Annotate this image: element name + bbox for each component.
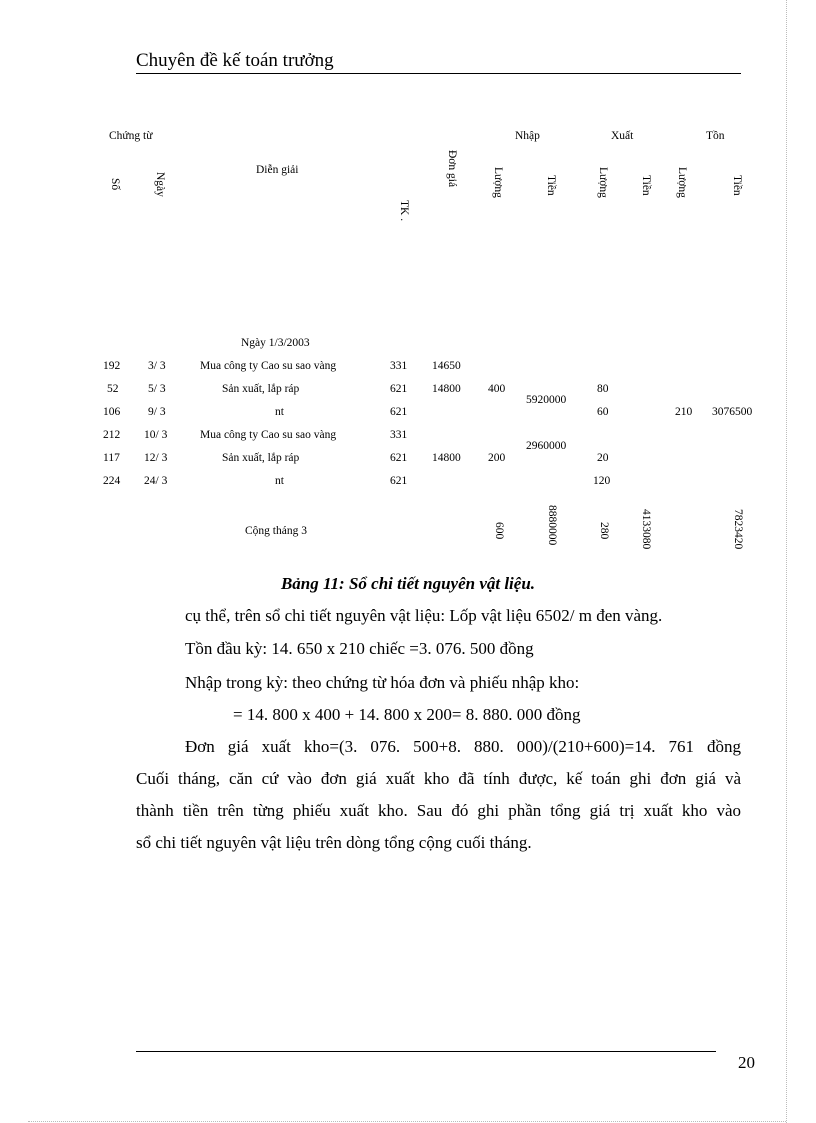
header-divider (136, 73, 741, 74)
column-header-nhap-tien: Tiền (545, 175, 557, 196)
column-header-ngay: Ngày (154, 172, 166, 197)
body-paragraph-1: cụ thể, trên sổ chi tiết nguyên vật liệu: Lốp vật liệu 6502/ m đen vàng. (185, 606, 663, 625)
column-header-xuat-luong: Lượng (597, 167, 609, 198)
cell-tk: 331 (390, 429, 408, 441)
group-header-ton: Tồn (706, 130, 725, 142)
column-header-tk: TK . (398, 200, 410, 222)
column-header-dien-giai: Diễn giải (256, 164, 299, 176)
column-header-nhap-luong: Lượng (492, 167, 504, 198)
page-header-title: Chuyên đề kế toán trưởng (136, 50, 334, 71)
cell-don-gia: 14800 (432, 452, 461, 464)
cell-xuat-luong: 80 (597, 383, 609, 395)
cell-xuat-luong: 60 (597, 406, 609, 418)
total-nhap-luong: 600 (493, 522, 505, 540)
body-formula-line: = 14. 800 x 400 + 14. 800 x 200= 8. 880. 000 đồng (233, 705, 581, 724)
cell-nhap-luong: 400 (488, 383, 506, 395)
body-paragraph-8: sổ chi tiết nguyên vật liệu trên dòng tổng cộng cuối tháng. (136, 833, 532, 852)
page-edge-bottom (28, 1121, 786, 1122)
cell-dien-giai: nt (275, 475, 284, 487)
total-label: Cộng tháng 3 (245, 525, 307, 537)
cell-ngay: 9/ 3 (148, 406, 166, 418)
cell-ngay: 5/ 3 (148, 383, 166, 395)
date-row-label: Ngày 1/3/2003 (241, 337, 310, 349)
total-xuat-tien: 4133080 (640, 509, 652, 550)
cell-so: 117 (103, 452, 120, 464)
cell-dien-giai: Sản xuất, lắp ráp (222, 383, 300, 395)
cell-xuat-luong: 20 (597, 452, 609, 464)
cell-ngay: 3/ 3 (148, 360, 166, 372)
cell-dien-giai: nt (275, 406, 284, 418)
cell-don-gia: 14650 (432, 360, 461, 372)
cell-ton-tien: 3076500 (712, 406, 753, 418)
cell-so: 212 (103, 429, 121, 441)
cell-dien-giai: Mua công ty Cao su sao vàng (200, 360, 337, 372)
body-paragraph-2: Tồn đầu kỳ: 14. 650 x 210 chiếc =3. 076. 500 đồng (185, 639, 534, 658)
total-ton-tien: 7823420 (732, 509, 744, 550)
column-header-ton-tien: Tiền (731, 175, 743, 196)
cell-nhap-tien-merged-2: 2960000 (526, 440, 567, 452)
group-header-xuat: Xuất (611, 130, 634, 142)
group-header-nhap: Nhập (515, 130, 540, 142)
cell-xuat-luong: 120 (593, 475, 611, 487)
cell-nhap-tien-merged-1: 5920000 (526, 394, 567, 406)
page-number: 20 (738, 1053, 755, 1072)
column-header-so: Số (109, 178, 121, 191)
column-header-xuat-tien: Tiền (640, 175, 652, 196)
cell-so: 52 (107, 383, 119, 395)
table-caption: Bảng 11: Sổ chi tiết nguyên vật liệu. (280, 574, 536, 593)
cell-tk: 331 (390, 360, 408, 372)
body-paragraph-7: thành tiền trên từng phiếu xuất kho. Sau đó ghi phần tổng giá trị xuất kho vào (136, 801, 741, 820)
cell-don-gia: 14800 (432, 383, 461, 395)
footer-divider (136, 1051, 716, 1052)
total-nhap-tien: 8880000 (546, 505, 558, 546)
cell-tk: 621 (390, 452, 408, 464)
cell-tk: 621 (390, 406, 408, 418)
cell-ton-luong: 210 (675, 406, 693, 418)
group-header-chung-tu: Chứng từ (109, 130, 153, 142)
cell-so: 192 (103, 360, 121, 372)
cell-dien-giai: Sản xuất, lắp ráp (222, 452, 300, 464)
cell-ngay: 24/ 3 (144, 475, 168, 487)
cell-tk: 621 (390, 475, 408, 487)
cell-nhap-luong: 200 (488, 452, 506, 464)
body-paragraph-5: Đơn giá xuất kho=(3. 076. 500+8. 880. 000)/(210+600)=14. 761 đồng (185, 737, 741, 756)
cell-ngay: 12/ 3 (144, 452, 168, 464)
total-xuat-luong: 280 (598, 522, 610, 540)
cell-dien-giai: Mua công ty Cao su sao vàng (200, 429, 337, 441)
cell-so: 224 (103, 475, 121, 487)
cell-ngay: 10/ 3 (144, 429, 168, 441)
cell-tk: 621 (390, 383, 408, 395)
cell-so: 106 (103, 406, 121, 418)
column-header-don-gia: Đơn giá (446, 150, 458, 188)
body-paragraph-3: Nhập trong kỳ: theo chứng từ hóa đơn và phiếu nhập kho: (185, 673, 580, 692)
column-header-ton-luong: Lượng (676, 167, 688, 198)
page-edge-right (786, 0, 787, 1123)
body-paragraph-6: Cuối tháng, căn cứ vào đơn giá xuất kho đã tính được, kế toán ghi đơn giá và (136, 769, 741, 788)
